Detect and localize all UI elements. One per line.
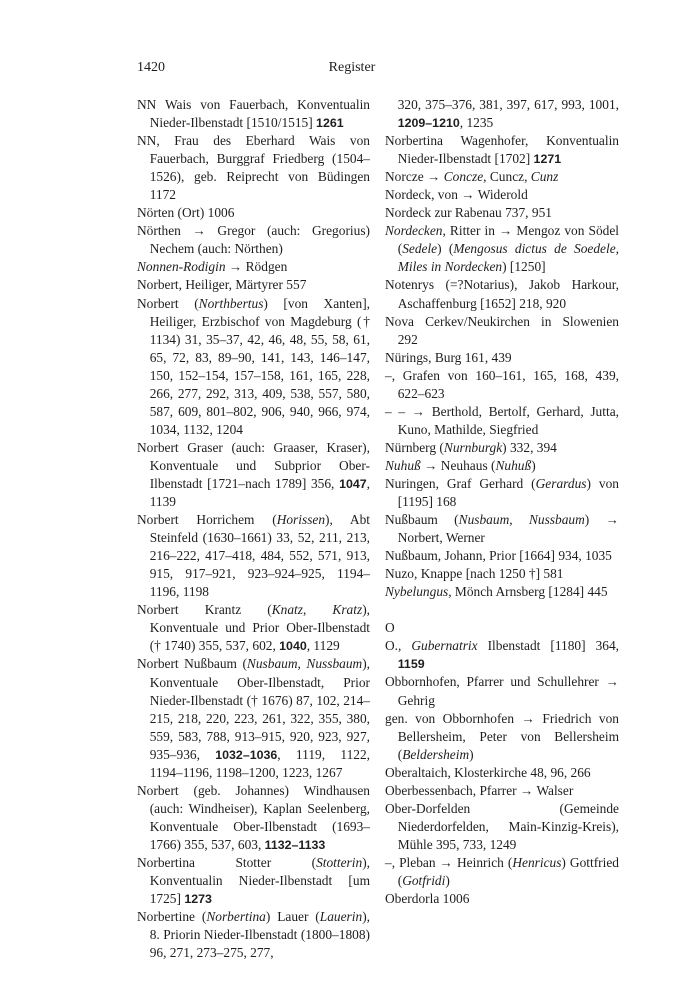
entry-text: → Neuhaus ( — [420, 457, 496, 473]
entry-text: ), Konventuale Ober-Ilbenstadt, Prior Nieder-Ilbenstadt († 1676) 87, 102, 214–215, 218, 220, 223, 261, 322, 355, 380, 559, 583, 788, 913–915, 920, 923, 927, 935–936, — [149, 656, 371, 762]
index-entry — [385, 403, 619, 439]
page-ref-bold: 1261 — [316, 116, 344, 131]
entry-text: ), Konventuale und Prior Ober-Ilbenstadt († 1740) 355, 537, 602, — [149, 602, 370, 654]
entry-text: Oberbessenbach, Pfarrer → Walser — [385, 782, 574, 798]
index-entry — [137, 782, 370, 854]
entry-text: ) → Norbert, Werner — [397, 512, 619, 546]
entry-text: Nörten (Ort) 1006 — [137, 205, 235, 221]
entry-text: → Rödgen — [225, 259, 288, 275]
entry-text: Norcze → — [385, 169, 444, 185]
index-entry — [137, 222, 370, 258]
entry-text-italic: Lauerin — [319, 909, 363, 925]
entry-text: , 1119, 1122, 1194–1196, 1198–1200, 1223, 1267 — [149, 746, 371, 780]
index-entry — [385, 800, 619, 854]
entry-text-italic: Concze — [443, 169, 484, 185]
entry-text: Oberdorla 1006 — [385, 891, 470, 907]
index-entry — [385, 367, 619, 403]
entry-text: Nörthen → Gregor (auch: Gregorius) Nechem (auch: Nörthen) — [137, 223, 370, 257]
entry-text-italic: Beldersheim — [402, 746, 470, 762]
entry-text: , — [302, 602, 333, 618]
page-ref-bold: 1132–1133 — [264, 837, 326, 852]
entry-text: Obbornhofen, Pfarrer und Schullehrer → Gehrig — [385, 674, 619, 708]
entry-text: O., — [385, 638, 412, 654]
index-entry — [137, 854, 370, 908]
entry-text: Nürings, Burg 161, 439 — [385, 349, 512, 365]
entry-text: , — [509, 512, 529, 528]
index-entry — [385, 186, 619, 204]
page-number: 1420 — [137, 60, 165, 75]
running-title: Register — [328, 60, 376, 75]
entry-text: , Mönch Arnsberg [1284] 445 — [448, 584, 608, 600]
index-entry — [385, 710, 619, 764]
entry-text-italic: Nonnen-Rodigin — [137, 259, 226, 275]
entry-text: Norbert Graser (auch: Graaser, Kraser), Konventuale und Subprior Ober-Ilbenstadt [1721–nach 1789] 356, — [137, 439, 370, 491]
entry-text: Norbert (geb. Johannes) Windhausen (auch: Windheiser), Kaplan Seelenberg, Konventuale Ober-Ilbenstadt (1693–1766) 355, 537, 603, — [137, 782, 370, 852]
index-entry — [137, 908, 370, 962]
entry-text: Nordeck, von → Widerold — [385, 187, 528, 203]
entry-text: , 1129 — [306, 638, 340, 654]
entry-text: NN, Frau des Eberhard Wais von Fauerbach, Burggraf Friedberg (1504–1526), geb. Reiprecht von Büdingen 1172 — [137, 133, 370, 203]
entry-text: NN Wais von Fauerbach, Konventualin Nieder-Ilbenstadt [1510/1515] — [137, 97, 370, 131]
index-entry — [137, 96, 370, 132]
entry-text: –, Pleban → Heinrich ( — [385, 854, 513, 870]
entry-text: ) von [1195] 168 — [397, 475, 619, 510]
entry-text-italic: Gerardus — [535, 475, 587, 491]
index-entry — [385, 132, 619, 168]
entry-text-italic: Nuhuß — [385, 457, 421, 473]
index-entry — [385, 439, 619, 457]
entry-text: ) — [469, 746, 474, 762]
index-entry — [137, 204, 370, 222]
entry-text: , — [297, 656, 307, 672]
page-ref-bold: 1209–1210 — [397, 116, 460, 131]
section-spacer — [385, 601, 619, 619]
entry-text: Norbert, Heiliger, Märtyrer 557 — [137, 277, 307, 293]
entry-text-italic: Nusbaum — [458, 512, 510, 528]
entry-text: Notenrys (=?Notarius), Jakob Harkour, Aschaffenburg [1652] 218, 920 — [385, 277, 619, 311]
entry-text-italic: Stotterin — [316, 854, 363, 870]
index-entry — [385, 637, 619, 673]
entry-text-italic: Henricus — [512, 854, 562, 870]
entry-text: ) Gottfried ( — [397, 854, 619, 888]
page-ref-bold: 1040 — [279, 639, 307, 654]
index-entry — [137, 601, 370, 655]
entry-text-italic: Knatz — [271, 602, 303, 618]
entry-text: Nürnberg ( — [385, 439, 444, 455]
entry-text-italic: Nuhuß — [495, 457, 532, 473]
entry-text: ) [von Xanten], Heiliger, Erzbischof von Magdeburg († 1134) 31, 35–37, 42, 46, 48, 55, 58, 61, 65, 72, 83, 89–90, 141, 143, 146–147, 150, 152–154, 157–158, 161, 165, 228, 266, 277, 292, 313, 409, 538, 557, 580, 587, 609, 801–802, 906, 940, 966, 974, 1034, 1132, 1204 — [149, 295, 370, 437]
entry-text: Nordeck zur Rabenau 737, 951 — [385, 205, 552, 221]
page-ref-bold: 1032–1036 — [215, 747, 278, 762]
index-entry — [385, 673, 619, 709]
entry-text: gen. von Obbornhofen → Friedrich von Bellersheim, Peter von Bellersheim ( — [385, 710, 619, 762]
entry-text: ) — [445, 872, 450, 888]
page-header — [137, 60, 567, 82]
entry-text-italic: Nusbaum — [246, 656, 298, 672]
entry-text: Oberaltaich, Klosterkirche 48, 96, 266 — [385, 764, 591, 780]
entry-text: Norbertina Stotter ( — [137, 854, 317, 870]
index-entry — [385, 565, 619, 583]
index-entry — [137, 295, 370, 439]
entry-text: ) 332, 394 — [502, 439, 557, 455]
index-entry — [137, 439, 370, 511]
entry-text-italic: Nurnburgk — [443, 439, 503, 455]
entry-text: Nuringen, Graf Gerhard ( — [385, 475, 536, 491]
entry-text: Nußbaum ( — [385, 512, 459, 528]
index-entry — [385, 313, 619, 349]
index-entry — [385, 764, 619, 782]
page-ref-bold: 1273 — [184, 892, 212, 907]
entry-text: O — [385, 620, 395, 636]
entry-text-italic: Sedele — [402, 241, 438, 257]
section-letter — [385, 619, 619, 637]
index-column-right — [385, 96, 619, 908]
index-entry — [137, 276, 370, 294]
entry-text: , Ritter in → Mengoz von Södel ( — [397, 223, 619, 257]
index-entry — [385, 890, 619, 908]
index-entry — [385, 583, 619, 601]
entry-text: Norbert Krantz ( — [137, 602, 272, 618]
entry-text: Norbert ( — [137, 295, 199, 311]
entry-text: ) Lauer ( — [265, 909, 320, 925]
entry-text-italic: Gubernatrix — [411, 638, 478, 654]
entry-text-italic: Cunz — [530, 169, 559, 185]
entry-text: ), 8. Priorin Nieder-Ilbenstadt (1800–1808) 96, 271, 273–275, 277, — [149, 909, 370, 961]
entry-text: Ober-Dorfelden (Gemeinde Niederdorfelden, Main-Kinzig-Kreis), Mühle 395, 733, 1249 — [385, 800, 619, 852]
entry-text-italic: Nussbaum — [528, 512, 585, 528]
entry-text: , 1235 — [459, 115, 494, 131]
index-entry — [385, 222, 619, 276]
entry-text: , Cuncz, — [483, 169, 531, 185]
entry-text: ) ( — [437, 241, 454, 257]
entry-text: Norbert Nußbaum ( — [137, 656, 247, 672]
entry-text: Norbert Horrichem ( — [137, 512, 277, 528]
entry-text: , 1139 — [149, 475, 370, 510]
entry-text-italic: Northbertus — [198, 295, 264, 311]
entry-text-italic: Kratz — [332, 602, 363, 618]
index-entry — [137, 655, 370, 781]
index-entry — [385, 96, 619, 132]
entry-text: ) [1250] — [502, 259, 546, 275]
entry-text-italic: Gotfridi — [402, 872, 446, 888]
entry-text: Nuzo, Knappe [nach 1250 †] 581 — [385, 566, 564, 582]
page-ref-bold: 1159 — [397, 657, 425, 672]
entry-text-italic: Horissen — [276, 512, 326, 528]
entry-text-italic: Nybelungus — [385, 584, 449, 600]
entry-text: Norbertina Wagenhofer, Konventualin Nieder-Ilbenstadt [1702] — [385, 133, 619, 167]
index-entry — [385, 547, 619, 565]
index-entry — [385, 475, 619, 511]
entry-text-italic: Nussbaum — [306, 656, 363, 672]
index-entry — [385, 511, 619, 547]
entry-text: – – → Berthold, Bertolf, Gerhard, Jutta, Kuno, Mathilde, Siegfried — [385, 403, 619, 437]
index-entry — [137, 511, 370, 601]
page-ref-bold: 1271 — [533, 152, 562, 167]
entry-text: –, Grafen von 160–161, 165, 168, 439, 622–623 — [385, 367, 619, 401]
index-entry — [137, 132, 370, 204]
entry-text: Nußbaum, Johann, Prior [1664] 934, 1035 — [385, 548, 612, 564]
index-entry — [385, 204, 619, 222]
index-entry — [385, 457, 619, 475]
index-entry — [385, 854, 619, 890]
entry-text-italic: Mengosus dictus de Soedele, Miles in Nordecken — [397, 241, 619, 275]
entry-text-italic: Nordecken — [385, 223, 443, 239]
page-ref-bold: 1047 — [339, 476, 367, 491]
entry-text: ), Konventualin Nieder-Ilbenstadt [um 1725] — [149, 854, 370, 907]
index-entry — [385, 168, 619, 186]
entry-text-italic: Norbertina — [206, 909, 266, 925]
index-column-left — [137, 96, 370, 962]
entry-text: Norbertine ( — [137, 909, 207, 925]
entry-text: Nova Cerkev/Neukirchen in Slowenien 292 — [385, 313, 619, 347]
entry-text: 320, 375–376, 381, 397, 617, 993, 1001, — [397, 97, 619, 112]
index-entry — [385, 349, 619, 367]
index-entry — [137, 258, 370, 276]
index-entry — [385, 782, 619, 800]
index-entry — [385, 276, 619, 312]
entry-text: Ilbenstadt [1180] 364, — [477, 638, 620, 654]
entry-text: ) — [531, 457, 536, 473]
entry-text: ), Abt Steinfeld (1630–1661) 33, 52, 211, 213, 216–222, 417–418, 484, 552, 571, 913, 915, 917–921, 923–924–925, 1194–1196, 1198 — [149, 512, 370, 600]
